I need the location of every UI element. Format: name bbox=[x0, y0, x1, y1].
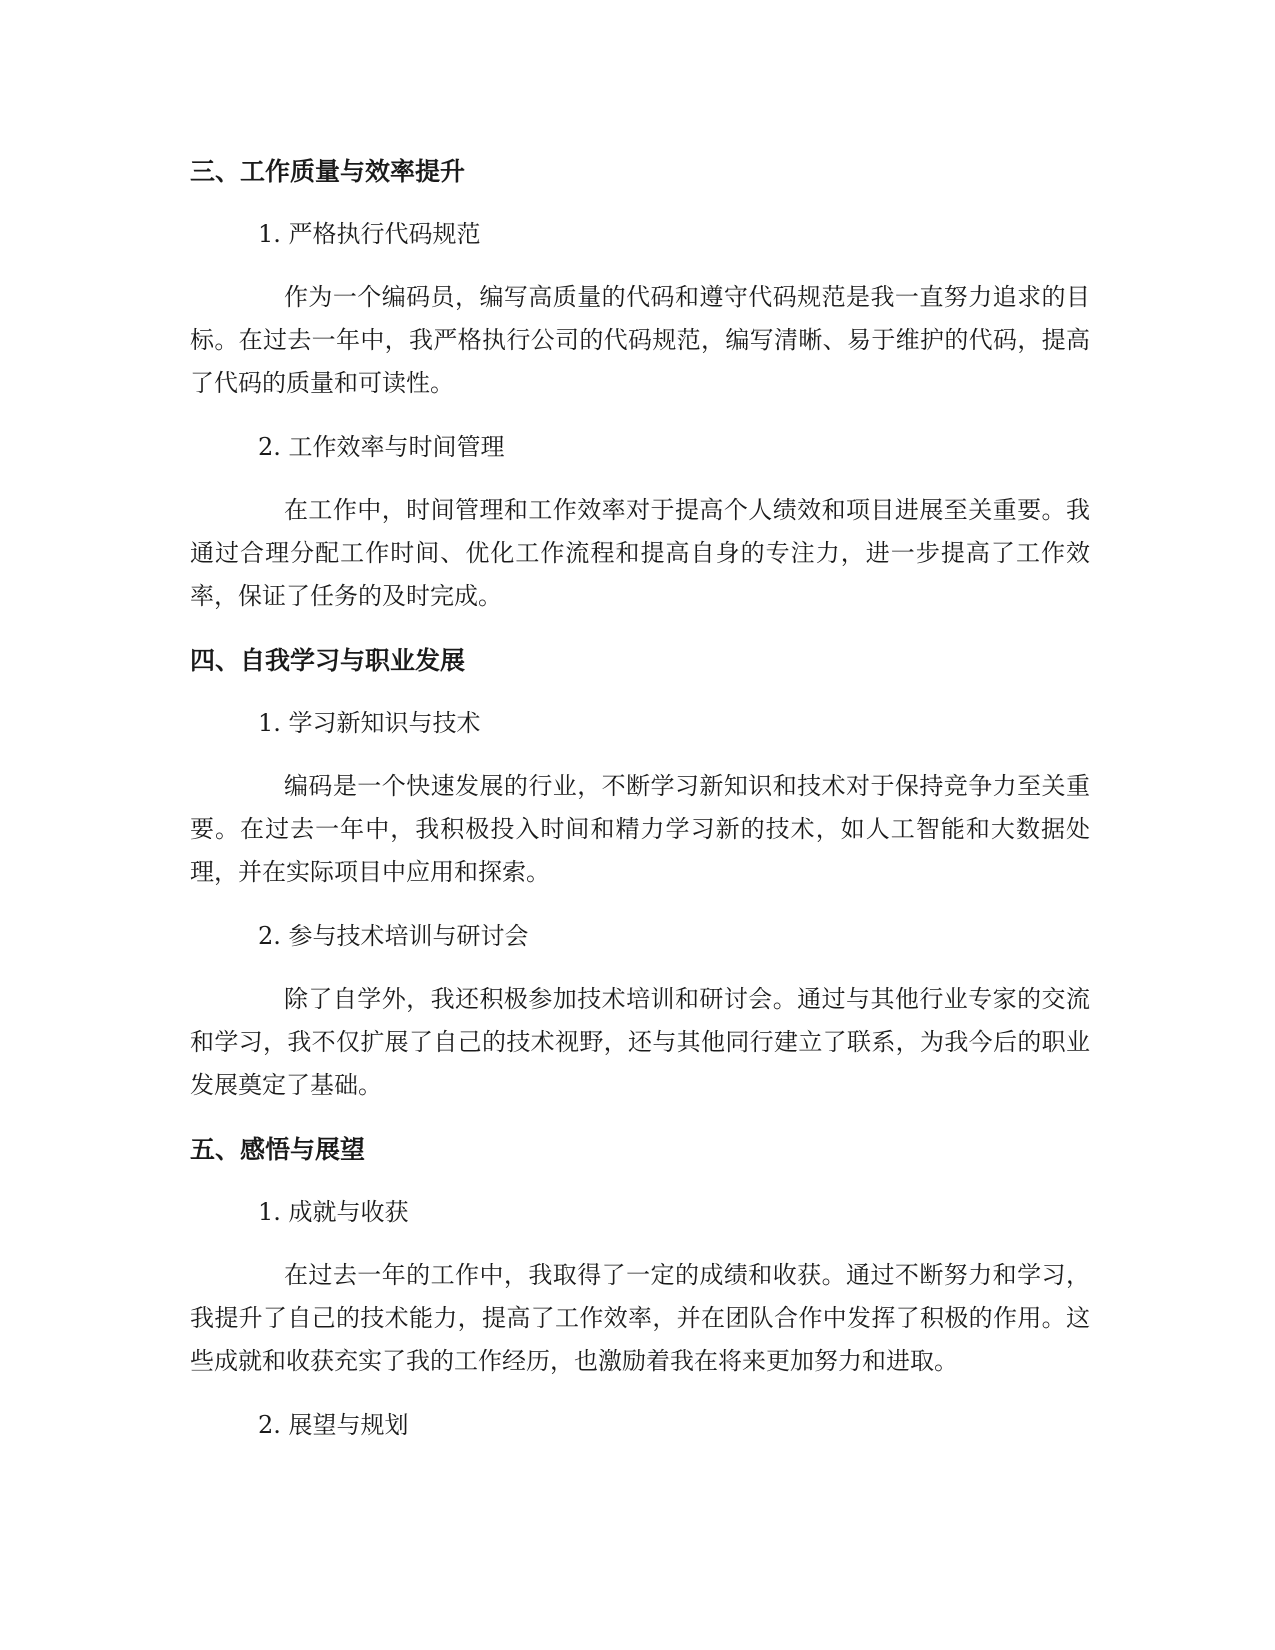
section-heading-5: 五、感悟与展望 bbox=[190, 1135, 366, 1164]
sub-heading-5-1: 1. 成就与收获 bbox=[258, 1198, 409, 1226]
paragraph-3-1: 作为一个编码员，编写高质量的代码和遵守代码规范是我一直努力追求的目标。在过去一年中，我严格执行公司的代码规范，编写清晰、易于维护的代码，提高了代码的质量和可读性。 bbox=[190, 283, 1090, 397]
paragraph-4-2: 除了自学外，我还积极参加技术培训和研讨会。通过与其他行业专家的交流和学习，我不仅扩展了自己的技术视野，还与其他同行建立了联系，为我今后的职业发展奠定了基础。 bbox=[190, 985, 1090, 1099]
paragraph-4-1: 编码是一个快速发展的行业，不断学习新知识和技术对于保持竞争力至关重要。在过去一年中，我积极投入时间和精力学习新的技术，如人工智能和大数据处理，并在实际项目中应用和探索。 bbox=[190, 772, 1090, 886]
section-heading-4: 四、自我学习与职业发展 bbox=[190, 646, 466, 675]
sub-heading-4-2: 2. 参与技术培训与研讨会 bbox=[258, 922, 529, 950]
sub-heading-3-1: 1. 严格执行代码规范 bbox=[258, 220, 481, 248]
sub-heading-5-2: 2. 展望与规划 bbox=[258, 1411, 409, 1439]
sub-heading-4-1: 1. 学习新知识与技术 bbox=[258, 709, 481, 737]
paragraph-5-1: 在过去一年的工作中，我取得了一定的成绩和收获。通过不断努力和学习，我提升了自己的技术能力，提高了工作效率，并在团队合作中发挥了积极的作用。这些成就和收获充实了我的工作经历，也激励着我在将来更加努力和进取。 bbox=[190, 1261, 1090, 1375]
sub-heading-3-2: 2. 工作效率与时间管理 bbox=[258, 433, 505, 461]
document-page bbox=[190, 150, 1090, 1443]
section-heading-3: 三、工作质量与效率提升 bbox=[190, 157, 466, 186]
paragraph-3-2: 在工作中，时间管理和工作效率对于提高个人绩效和项目进展至关重要。我通过合理分配工作时间、优化工作流程和提高自身的专注力，进一步提高了工作效率，保证了任务的及时完成。 bbox=[190, 496, 1090, 610]
